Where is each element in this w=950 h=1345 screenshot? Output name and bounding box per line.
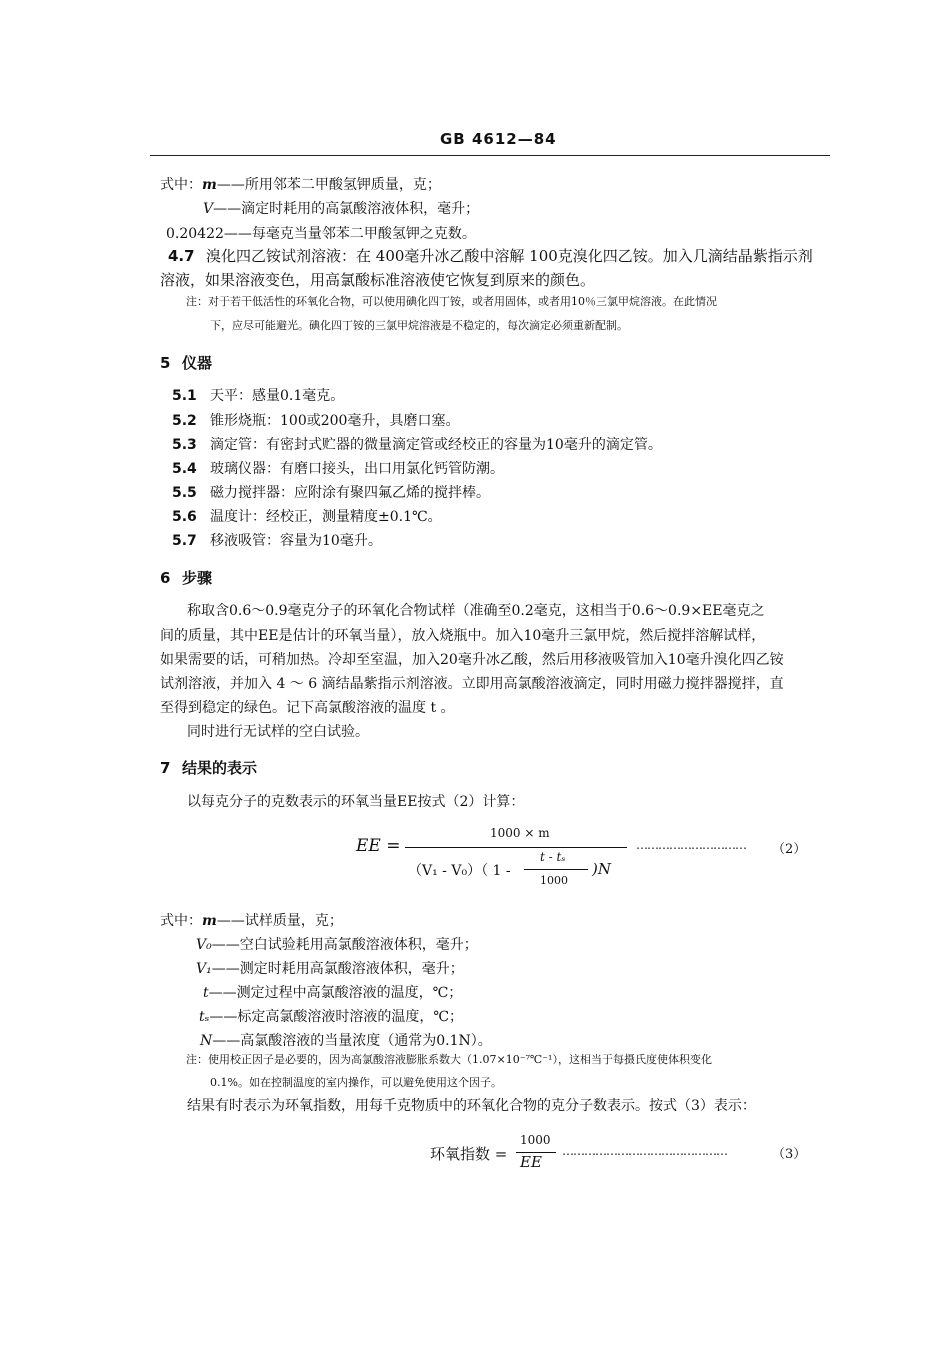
item-5-1 [172, 387, 344, 405]
symbol-m: m [202, 177, 217, 193]
where-2-sym-v1: V₁ [196, 961, 212, 977]
symbol-v: V [203, 201, 214, 217]
where-block-2 [160, 912, 343, 930]
symbol-const-desc: ——每毫克当量邻苯二甲酸氢钾之克数。 [223, 226, 476, 242]
eq3-numerator: 1000 [520, 1133, 551, 1147]
item-5-3-number: 5.3 [172, 437, 197, 453]
section-5-heading [160, 353, 212, 373]
section-6-para-line4: 试剂溶液，并加入 4 ～ 6 滴结晶紫指示剂溶液。立即用高氯酸溶液滴定，同时用磁力搅拌器搅拌，直 [160, 676, 784, 692]
section-7-heading [160, 758, 257, 778]
item-5-3-text: 滴定管：有密封式贮器的微量滴定管或经校正的容量为10毫升的滴定管。 [210, 437, 662, 453]
item-5-5 [172, 484, 490, 502]
where-2-row-n [200, 1032, 492, 1050]
section-7-intro: 以每克分子的克数表示的环氧当量EE按式（2）计算： [187, 794, 525, 810]
eq2-inner-denominator: 1000 [540, 874, 568, 887]
note-7-line2: 0.1%。如在控制温度的室内操作，可以避免使用这个因子。 [210, 1076, 502, 1089]
eq2-den-left: （V₁ - V₀）（ 1 - [408, 863, 511, 879]
item-5-5-text: 磁力搅拌器：应附涂有聚四氟乙烯的搅拌棒。 [210, 485, 490, 501]
symbol-const: 0.20422 [166, 226, 224, 242]
result-expression: 结果有时表示为环氧指数，用每千克物质中的环氧化合物的克分子数表示。按式（3）表示： [187, 1098, 756, 1114]
item-5-7 [172, 532, 382, 550]
eq2-inner-numerator: t - tₛ [540, 850, 566, 864]
item-5-2 [172, 412, 459, 430]
where-2-row-v0 [196, 936, 478, 954]
symbol-v-desc: ——滴定时耗用的高氯酸溶液体积，毫升； [213, 201, 480, 217]
eq2-lhs: EE = [356, 836, 401, 856]
where-2-row-ts [199, 1008, 463, 1026]
where-2-desc-t: ——测定过程中高氯酸溶液的温度，℃； [208, 985, 463, 1001]
item-5-4-number: 5.4 [172, 461, 197, 477]
where-row-const [166, 225, 476, 243]
eq3-lhs: 环氧指数 = [430, 1145, 508, 1163]
section-6-number: 6 [160, 569, 171, 587]
where-label: 式中： [160, 177, 202, 193]
where-2-sym-n: N [200, 1033, 213, 1049]
where-2-desc-v1: ——测定时耗用高氯酸溶液体积，毫升； [211, 961, 464, 977]
section-6-title: 步骤 [182, 569, 213, 587]
item-5-2-number: 5.2 [172, 413, 197, 429]
where-2-sym-m: m [202, 913, 217, 929]
section-4-7-line2: 溶液，如果溶液变色，用高氯酸标准溶液使它恢复到原来的颜色。 [160, 271, 596, 289]
item-5-6-text: 温度计：经校正，测量精度±0.1℃。 [210, 509, 442, 525]
section-6-heading [160, 568, 212, 588]
where-2-desc-n: ——高氯酸溶液的当量浓度（通常为0.1N）。 [212, 1033, 492, 1049]
page-header-code: GB 4612—84 [440, 130, 557, 148]
section-6-para-line3: 如果需要的话，可稍加热。冷却至室温，加入20毫升冰乙酸，然后用移液吸管加入10毫升溴化四乙铵 [160, 652, 784, 668]
eq2-fraction-line [405, 847, 627, 848]
item-5-3 [172, 436, 662, 454]
item-5-1-text: 天平：感量0.1毫克。 [210, 388, 345, 404]
eq3-label: （3） [772, 1147, 807, 1162]
item-5-4-text: 玻璃仪器：有磨口接头，出口用氯化钙管防潮。 [210, 461, 504, 477]
item-5-4 [172, 460, 504, 478]
section-6-para-line2: 间的质量，其中EE是估计的环氧当量），放入烧瓶中。加入10毫升三氯甲烷，然后搅拌溶解试样， [160, 628, 766, 644]
section-7-number: 7 [160, 759, 171, 777]
section-5-number: 5 [160, 354, 171, 372]
where-2-row-t [203, 984, 462, 1002]
where-2-desc-v0: ——空白试验耗用高氯酸溶液体积，毫升； [211, 937, 478, 953]
section-6-para-line5: 至得到稳定的绿色。记下高氯酸溶液的温度 t 。 [160, 700, 455, 716]
section-7-title: 结果的表示 [182, 759, 258, 777]
eq2-numerator: 1000 × m [490, 826, 550, 840]
note-4-7-line2: 下，应尽可能避光。碘化四丁铵的三氯甲烷溶液是不稳定的，每次滴定必须重新配制。 [210, 319, 628, 332]
where-2-row-v1 [196, 960, 464, 978]
eq2-den-right: )N [592, 860, 611, 878]
eq2-label: （2） [772, 842, 807, 857]
item-5-2-text: 锥形烧瓶：100或200毫升，具磨口塞。 [210, 413, 460, 429]
where-2-sym-t: t [203, 985, 209, 1001]
note-4-7-line1: 注：对于若干低活性的环氧化合物，可以使用碘化四丁铵，或者用固体，或者用10％三氯甲烷溶液。在此情况 [186, 295, 717, 308]
symbol-m-desc: ——所用邻苯二甲酸氢钾质量，克； [216, 177, 441, 193]
eq2-inner-fraction-line [524, 869, 588, 870]
section-4-7-line1 [168, 246, 813, 266]
where-2-sym-ts: tₛ [199, 1009, 210, 1025]
item-5-1-number: 5.1 [172, 388, 197, 404]
where-2-desc-ts: ——标定高氯酸溶液时溶液的温度，℃； [209, 1009, 464, 1025]
eq2-leader-dots: ………………………… [636, 838, 746, 852]
where-row-v [203, 200, 479, 218]
where-2-desc-m: ——试样质量，克； [216, 913, 343, 929]
section-4-7-text1: 溴化四乙铵试剂溶液：在 400毫升冰乙酸中溶解 100克溴化四乙铵。加入几滴结晶紫指示剂 [206, 247, 813, 265]
note-7-line1: 注：使用校正因子是必要的，因为高氯酸溶液膨胀系数大（1.07×10⁻⁷℃⁻¹），这相当于每摄氏度使体积变化 [186, 1053, 712, 1066]
eq3-leader-dots: ……………………………………… [562, 1144, 727, 1158]
where-block-1 [160, 176, 441, 194]
eq3-denominator: EE [520, 1153, 542, 1171]
section-6-blank-test: 同时进行无试样的空白试验。 [187, 724, 369, 740]
where-2-sym-v0: V₀ [196, 937, 212, 953]
item-5-7-number: 5.7 [172, 533, 197, 549]
item-5-5-number: 5.5 [172, 485, 197, 501]
section-5-title: 仪器 [182, 354, 213, 372]
item-5-7-text: 移液吸管：容量为10毫升。 [210, 533, 382, 549]
header-rule [150, 155, 830, 156]
item-5-6 [172, 508, 442, 526]
where-2-label: 式中： [160, 913, 202, 929]
section-4-7-number: 4.7 [168, 247, 195, 265]
section-6-para-line1: 称取含0.6～0.9毫克分子的环氧化合物试样（准确至0.2毫克，这相当于0.6～0.9×EE毫克之 [187, 603, 765, 619]
item-5-6-number: 5.6 [172, 509, 197, 525]
